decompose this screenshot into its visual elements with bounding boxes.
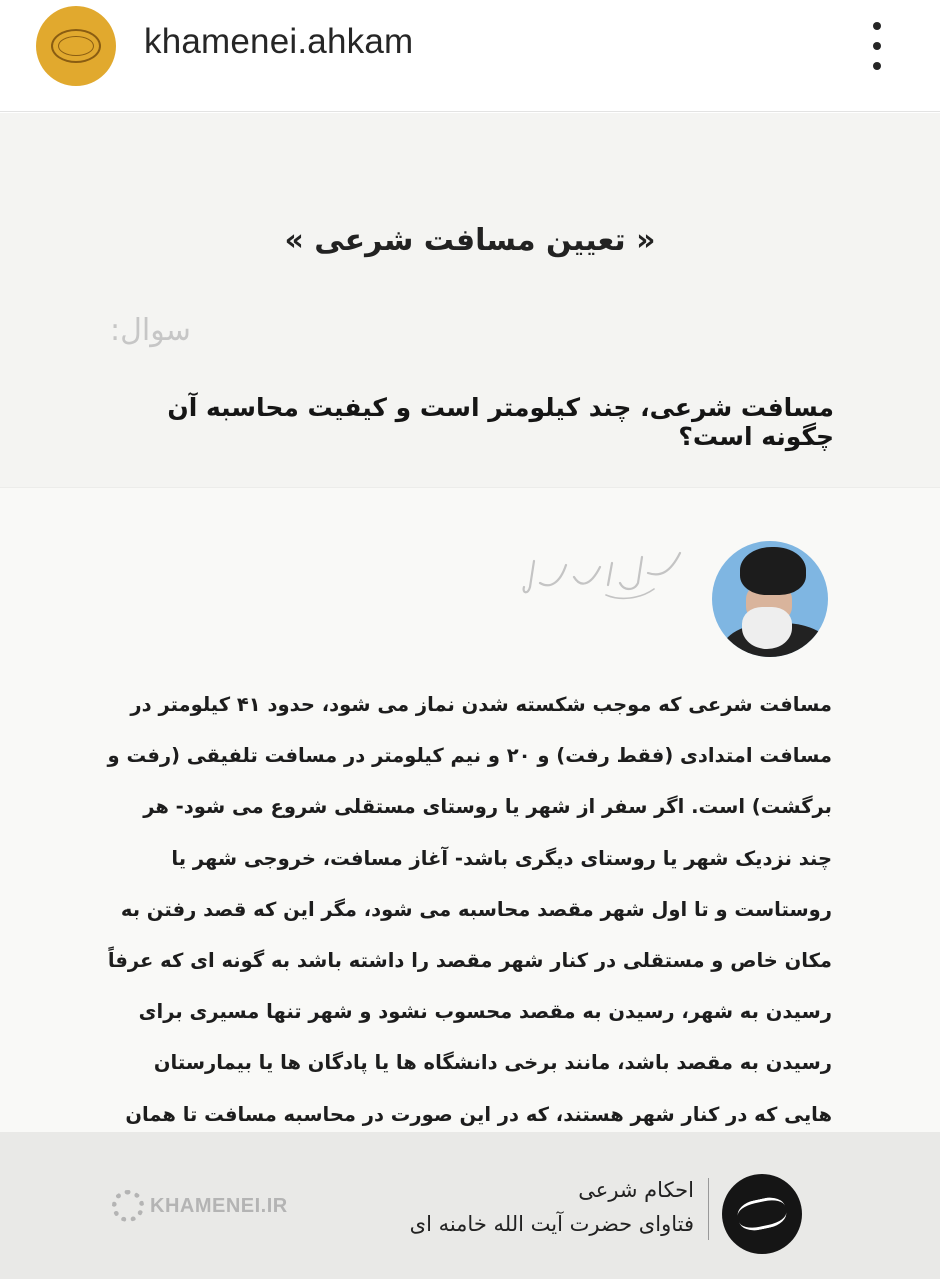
post-image[interactable]	[0, 113, 940, 1279]
leader-portrait-icon	[712, 541, 828, 657]
post-header	[0, 0, 940, 112]
footer-divider	[708, 1178, 709, 1240]
handwritten-basmala-icon	[520, 543, 690, 607]
site-name: KHAMENEI.IR	[150, 1195, 288, 1217]
question-text: مسافت شرعی، چند کیلومتر است و کیفیت محاسبه آن چگونه است؟	[167, 393, 834, 451]
question-section	[0, 113, 940, 487]
post-footer	[0, 1132, 940, 1279]
calligraphy-emblem-icon	[722, 1174, 802, 1254]
post-title: « تعیین مسافت شرعی »	[284, 223, 656, 258]
account-avatar[interactable]	[36, 6, 116, 86]
gold-seal-logo-icon	[51, 29, 101, 63]
question-label: سوال:	[110, 313, 191, 348]
footer-category: احکام شرعی	[578, 1178, 694, 1202]
more-vertical-icon[interactable]	[862, 22, 892, 70]
answer-text: مسافت شرعی که موجب شکسته شدن نماز می شود، حدود ۴۱ کیلومتر در مسافت امتدادی (فقط رفت) و ۲۰ و نیم کیلومتر در مسافت تلفیقی (رفت و برگشت) است. اگر سفر از شهر یا روستای مستقلی شروع می شود- هر چند نزدیک شهر یا روستای دیگری باشد- آغاز مسافت، خروجی شهر یا روستاست و تا اول شهر مقصد محاسبه می شود، مگر این که قصد رفتن به مکان خاص و مستقلی در کنار شهر مقصد را داشته باشد به گونه ای که عرفاً رسیدن به شهر، رسیدن به مقصد محسوب نشود و شهر تنها مسیری برای رسیدن به مقصد باشد، مانند برخی دانشگاه ها یا پادگان ها یا بیمارستان هایی که در کنار شهر هستند، که در این صورت در محاسبه مسافت تا همان	[107, 693, 832, 1126]
gear-logo-icon	[112, 1190, 144, 1222]
footer-subtitle: فتاوای حضرت آیت الله خامنه ای	[409, 1212, 694, 1236]
site-logo	[112, 1190, 288, 1222]
account-username[interactable]: khamenei.ahkam	[144, 22, 414, 61]
